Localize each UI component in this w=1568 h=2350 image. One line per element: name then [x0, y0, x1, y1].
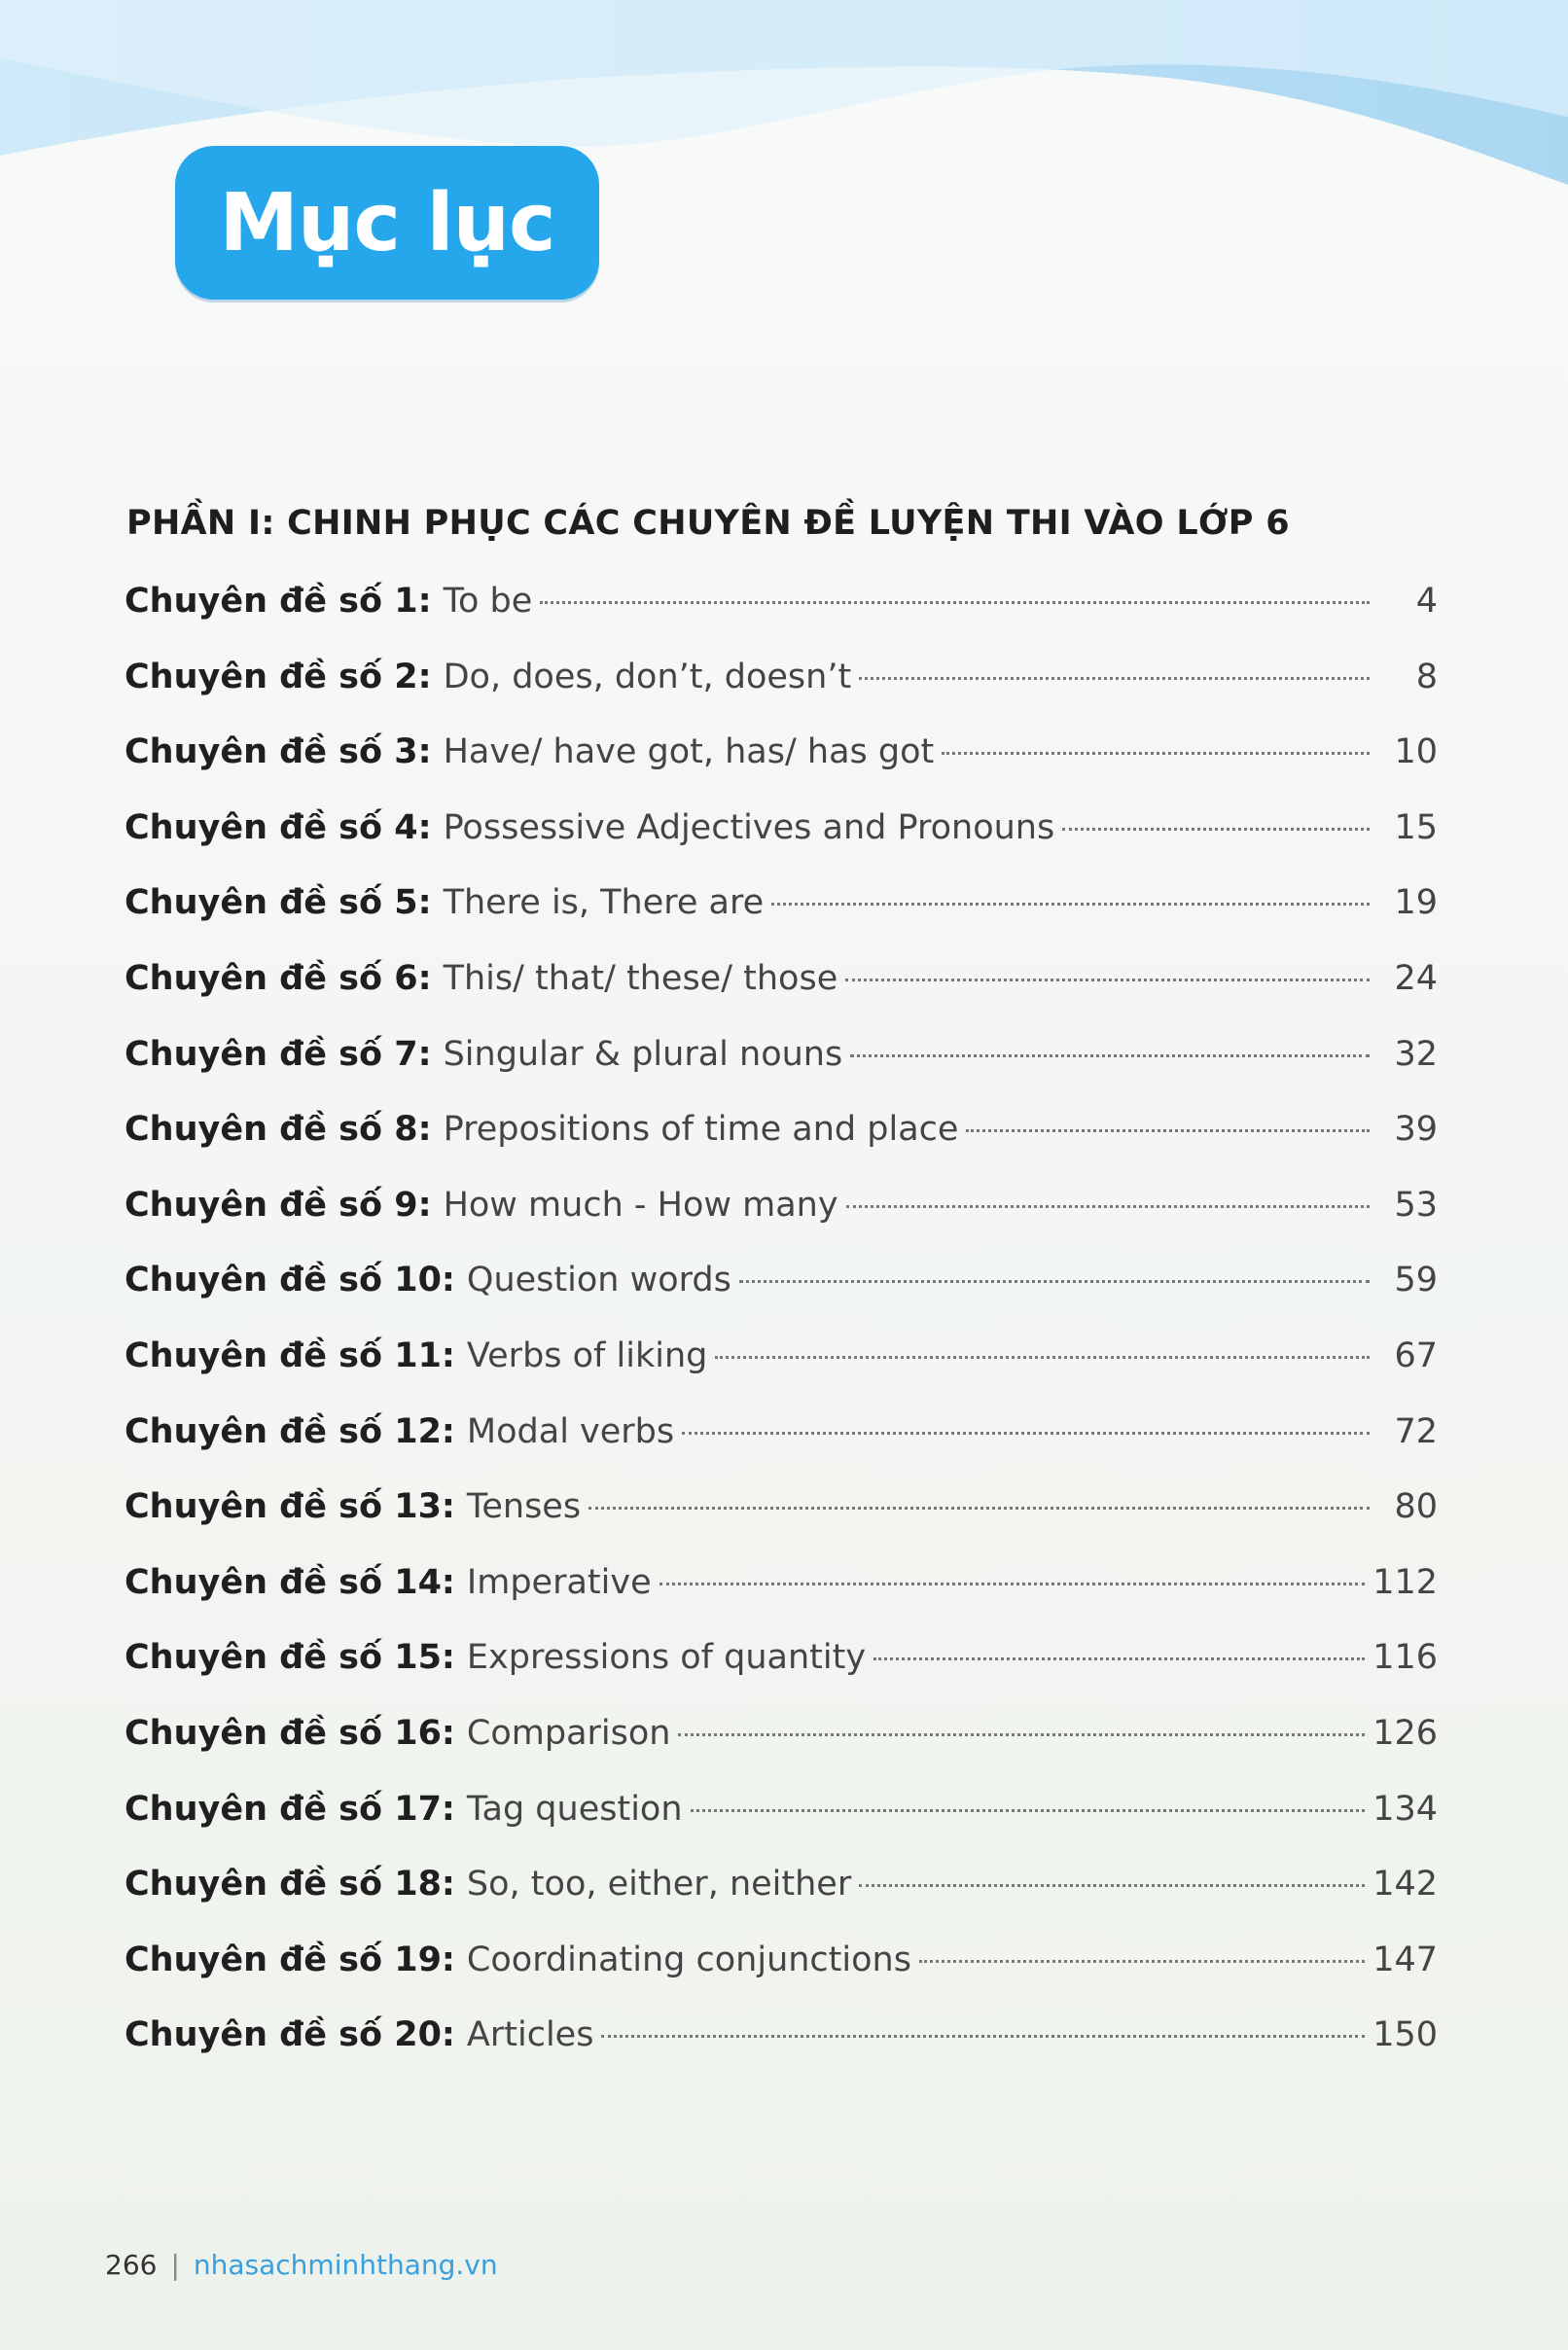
toc-entry-page: 67: [1394, 1335, 1438, 1375]
toc-dot-leader: [919, 1960, 1365, 1963]
toc-entry: [125, 582, 1438, 658]
toc-entry-page: 4: [1415, 582, 1438, 621]
toc-entry-title: Verbs of liking: [466, 1335, 708, 1375]
toc-dot-leader: [715, 1356, 1370, 1359]
toc-entry-page: 116: [1372, 1638, 1438, 1678]
toc-dot-leader: [850, 1054, 1370, 1057]
toc-dot-leader: [588, 1507, 1370, 1510]
toc-dot-leader: [540, 601, 1370, 604]
toc-entry-label: Chuyên đề số 4:: [125, 807, 432, 847]
toc-entry-page: 72: [1394, 1411, 1438, 1451]
toc-entry-title: So, too, either, neither: [466, 1865, 852, 1905]
toc-entry: [125, 1035, 1438, 1111]
toc-entry-title: Tenses: [466, 1487, 582, 1527]
page-footer: [105, 2249, 498, 2281]
toc-entry-page: 134: [1372, 1789, 1438, 1829]
toc-dot-leader: [682, 1432, 1370, 1435]
toc-dot-leader: [845, 979, 1370, 981]
toc-entry-title: Imperative: [466, 1562, 652, 1602]
toc-entry: [125, 1412, 1438, 1488]
toc-entry-title: Prepositions of time and place: [443, 1110, 959, 1150]
toc-entry-page: 32: [1394, 1034, 1438, 1074]
toc-entry: [125, 658, 1438, 733]
toc-entry-page: 10: [1394, 732, 1438, 772]
toc-entry: [125, 2015, 1438, 2091]
toc-dot-leader: [739, 1280, 1370, 1283]
toc-entry-label: Chuyên đề số 5:: [125, 883, 432, 923]
toc-entry: [125, 1261, 1438, 1336]
toc-entry: [125, 883, 1438, 959]
title-badge: [175, 146, 599, 300]
toc-entry-label: Chuyên đề số 17:: [125, 1789, 455, 1829]
toc-dot-leader: [678, 1733, 1365, 1736]
toc-entry: [125, 1110, 1438, 1186]
footer-separator: |: [170, 2249, 180, 2281]
toc-dot-leader: [659, 1583, 1366, 1585]
table-of-contents: [125, 582, 1438, 2091]
toc-entry-title: How much - How many: [443, 1185, 838, 1225]
page-number: 266: [105, 2249, 158, 2281]
toc-entry-page: 112: [1372, 1562, 1438, 1602]
toc-dot-leader: [873, 1657, 1365, 1660]
footer-website: nhasachminhthang.vn: [193, 2249, 498, 2281]
toc-entry: [125, 808, 1438, 884]
toc-entry-label: Chuyên đề số 12:: [125, 1411, 455, 1451]
toc-dot-leader: [771, 903, 1370, 906]
toc-entry-label: Chuyên đề số 7:: [125, 1034, 432, 1074]
toc-entry-page: 142: [1372, 1865, 1438, 1905]
toc-entry-title: Have/ have got, has/ has got: [443, 732, 935, 772]
toc-entry: [125, 1638, 1438, 1714]
page-title: Mục lục: [219, 176, 555, 269]
toc-dot-leader: [1062, 828, 1370, 831]
toc-entry-page: 150: [1372, 2015, 1438, 2055]
toc-entry-label: Chuyên đề số 9:: [125, 1185, 432, 1225]
toc-entry-page: 59: [1394, 1261, 1438, 1300]
toc-entry-title: Singular & plural nouns: [443, 1034, 843, 1074]
toc-entry-title: There is, There are: [443, 883, 765, 923]
toc-entry-page: 126: [1372, 1713, 1438, 1753]
toc-entry-title: Comparison: [466, 1713, 671, 1753]
toc-entry: [125, 732, 1438, 808]
toc-entry-title: Coordinating conjunctions: [466, 1940, 911, 1979]
toc-entry: [125, 1714, 1438, 1790]
toc-entry-page: 24: [1394, 958, 1438, 998]
toc-dot-leader: [942, 752, 1370, 755]
toc-entry-page: 8: [1415, 657, 1438, 696]
toc-entry-title: Articles: [466, 2015, 594, 2055]
toc-entry-page: 80: [1394, 1487, 1438, 1527]
section-heading: PHẦN I: CHINH PHỤC CÁC CHUYÊN ĐỀ LUYỆN THI VÀO LỚP 6: [126, 504, 1290, 543]
toc-entry-title: Modal verbs: [466, 1411, 675, 1451]
toc-dot-leader: [601, 2035, 1365, 2038]
toc-entry-title: Question words: [466, 1261, 731, 1300]
toc-entry-label: Chuyên đề số 1:: [125, 582, 432, 621]
toc-dot-leader: [859, 1884, 1365, 1887]
toc-entry-label: Chuyên đề số 3:: [125, 732, 432, 772]
toc-entry: [125, 1563, 1438, 1639]
toc-dot-leader: [859, 677, 1370, 680]
toc-entry-page: 15: [1394, 807, 1438, 847]
toc-entry-page: 53: [1394, 1185, 1438, 1225]
toc-entry-page: 19: [1394, 883, 1438, 923]
toc-entry-label: Chuyên đề số 10:: [125, 1261, 455, 1300]
toc-entry-title: Tag question: [466, 1789, 683, 1829]
toc-entry-label: Chuyên đề số 14:: [125, 1562, 455, 1602]
toc-entry-label: Chuyên đề số 13:: [125, 1487, 455, 1527]
toc-dot-leader: [846, 1205, 1370, 1208]
toc-entry: [125, 1941, 1438, 2016]
toc-dot-leader: [691, 1809, 1366, 1812]
toc-entry-title: To be: [443, 582, 533, 621]
toc-entry-label: Chuyên đề số 6:: [125, 958, 432, 998]
toc-dot-leader: [966, 1129, 1370, 1132]
toc-entry-label: Chuyên đề số 19:: [125, 1940, 455, 1979]
toc-entry: [125, 1790, 1438, 1866]
toc-entry-label: Chuyên đề số 11:: [125, 1335, 455, 1375]
toc-entry-title: Do, does, don’t, doesn’t: [443, 657, 852, 696]
toc-entry: [125, 1487, 1438, 1563]
toc-entry-label: Chuyên đề số 15:: [125, 1638, 455, 1678]
toc-entry-label: Chuyên đề số 18:: [125, 1865, 455, 1905]
toc-entry-label: Chuyên đề số 20:: [125, 2015, 455, 2055]
toc-entry: [125, 959, 1438, 1035]
toc-entry-label: Chuyên đề số 16:: [125, 1713, 455, 1753]
toc-entry-page: 39: [1394, 1110, 1438, 1150]
toc-entry: [125, 1336, 1438, 1412]
toc-entry: [125, 1186, 1438, 1262]
toc-entry-title: Expressions of quantity: [466, 1638, 867, 1678]
toc-entry-page: 147: [1372, 1940, 1438, 1979]
toc-entry-title: Possessive Adjectives and Pronouns: [443, 807, 1055, 847]
toc-entry: [125, 1865, 1438, 1941]
toc-entry-title: This/ that/ these/ those: [443, 958, 838, 998]
toc-entry-label: Chuyên đề số 2:: [125, 657, 432, 696]
toc-entry-label: Chuyên đề số 8:: [125, 1110, 432, 1150]
